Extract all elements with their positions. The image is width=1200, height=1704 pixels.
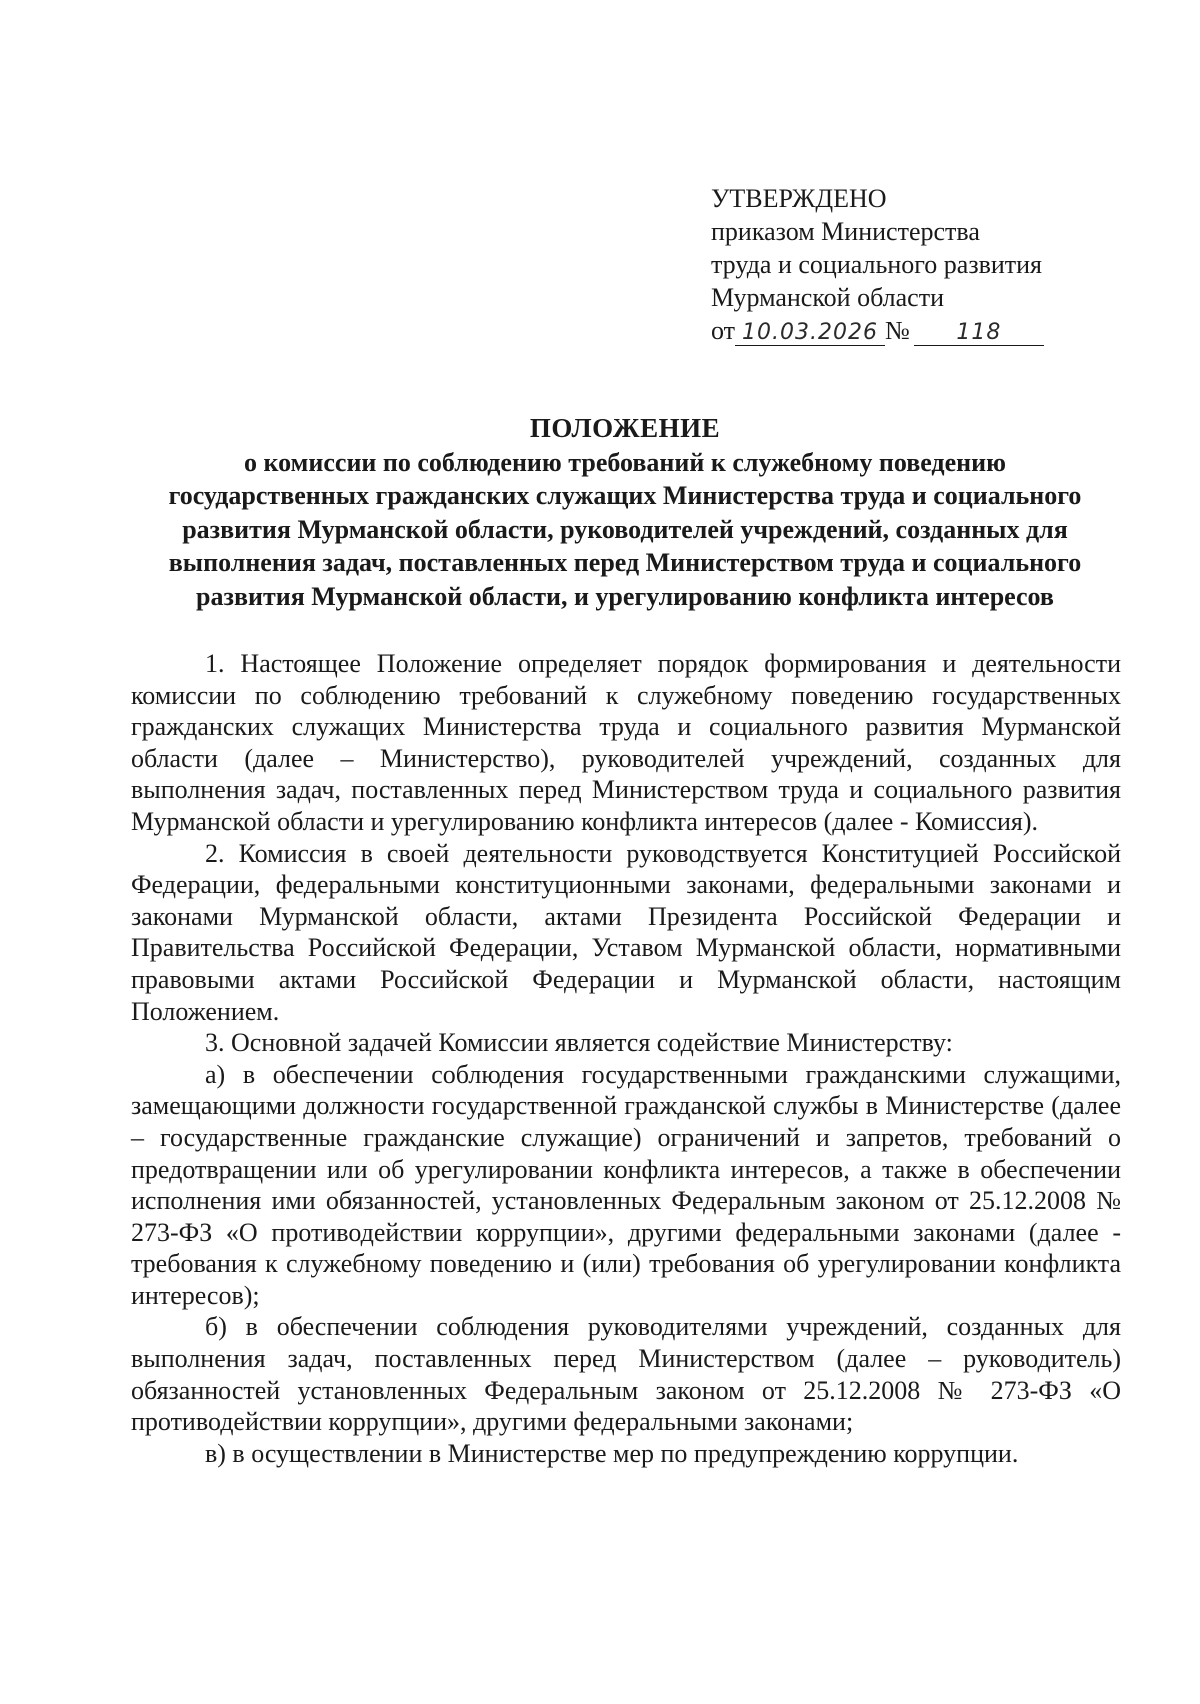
paragraph-3b: б) в обеспечении соблюдения руководителями учреждений, созданных для выполнения задач, поставленных перед Министерством (далее – руководитель) обязанностей установленных Федеральным законом от 25.12.2008 № 273-ФЗ «О противодействии коррупции», другими федеральными законами;: [131, 1312, 1121, 1437]
order-date-number-line: [711, 314, 1111, 347]
approval-stamp-block: [711, 182, 1111, 347]
title-subtitle-line-1: о комиссии по соблюдению требований к служебному поведению: [244, 447, 1006, 477]
paragraph-2: 2. Комиссия в своей деятельности руководствуется Конституцией Российской Федерации, федеральными конституционными законами, федеральными законами и законами Мурманской области, актами Президента Российской Федерации и Правительства Российской Федерации, Уставом Мурманской области, нормативными правовыми актами Российской Федерации и Мурманской области, настоящим Положением.: [131, 838, 1121, 1026]
paragraph-3c: в) в осуществлении в Министерстве мер по предупреждению коррупции.: [205, 1438, 1019, 1468]
approval-line-2: приказом Министерства: [711, 217, 980, 246]
from-label: от: [711, 316, 736, 345]
title-subtitle-line-2: государственных гражданских служащих Министерства труда и социального: [168, 481, 1082, 510]
title-subtitle-line-3: развития Мурманской области, руководителей учреждений, созданных для: [182, 514, 1068, 544]
title-heading: ПОЛОЖЕНИЕ: [529, 413, 721, 443]
title-subtitle-line-5: развития Мурманской области, и урегулированию конфликта интересов: [196, 581, 1054, 611]
handwritten-number: 118: [914, 321, 1044, 346]
approval-line-4: Мурманской области: [711, 283, 944, 312]
paragraph-1: 1. Настоящее Положение определяет порядок формирования и деятельности комиссии по соблюдению требований к служебному поведению государственных гражданских служащих Министерства труда и социального развития Мурманской области (далее – Министерство), руководителей учреждений, созданных для выполнения задач, поставленных перед Министерством труда и социального развития Мурманской области и урегулированию конфликта интересов (далее - Комиссия).: [131, 649, 1121, 836]
handwritten-date: 10.03.2026: [735, 321, 885, 346]
document-body: [131, 648, 1121, 1469]
approval-line-3: труда и социального развития: [711, 250, 1043, 279]
document-title: [130, 412, 1120, 613]
paragraph-3: 3. Основной задачей Комиссии является содействие Министерству:: [205, 1028, 953, 1058]
number-label: №: [885, 316, 910, 345]
approval-line-1: УТВЕРЖДЕНО: [711, 184, 887, 213]
paragraph-3a: а) в обеспечении соблюдения государственными гражданскими служащими, замещающими должности государственной гражданской службы в Министерстве (далее – государственные гражданские служащие) ограничений и запретов, требований о предотвращении или об урегулировании конфликта интересов, а также в обеспечении исполнения ими обязанностей, установленных Федеральным законом от 25.12.2008 № 273-ФЗ «О противодействии коррупции», другими федеральными законами (далее - требования к служебному поведению и (или) требования об урегулировании конфликта интересов);: [131, 1059, 1121, 1310]
title-subtitle-line-4: выполнения задач, поставленных перед Министерством труда и социального: [168, 548, 1082, 577]
